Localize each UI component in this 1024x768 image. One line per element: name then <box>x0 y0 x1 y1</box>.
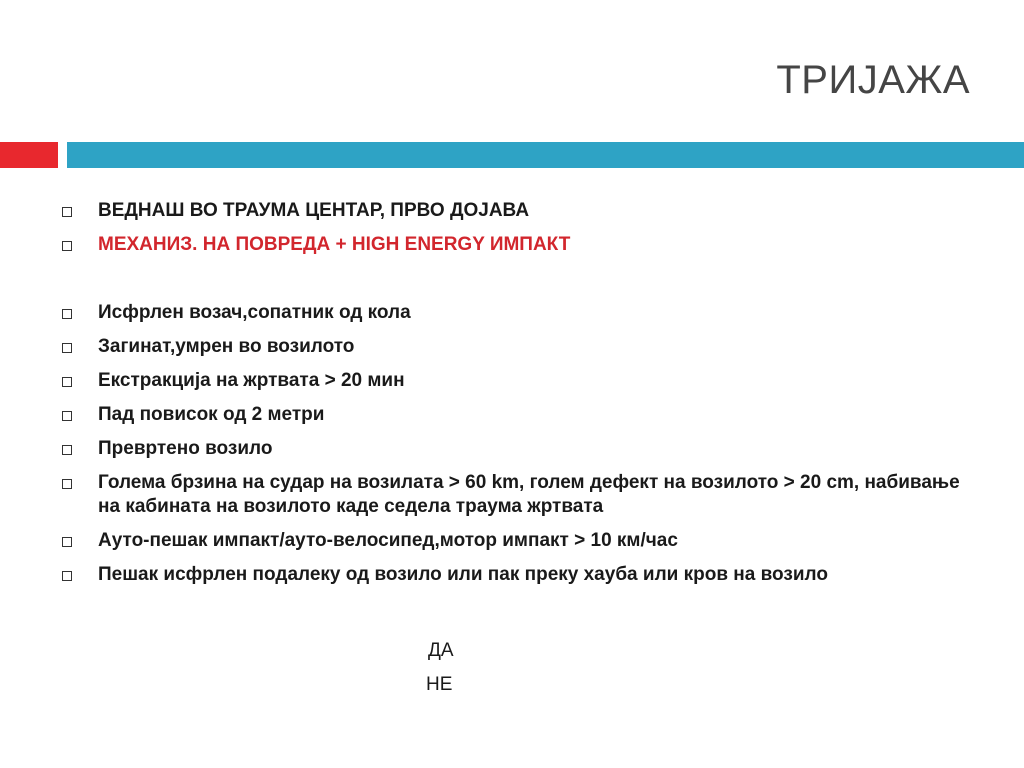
list-item-text: Пад повисок од 2 метри <box>98 404 325 425</box>
checkbox-square-icon <box>62 309 72 319</box>
list-item-text: ВЕДНАШ ВО ТРАУМА ЦЕНТАР, ПРВО ДОЈАВА <box>98 200 530 221</box>
list-item <box>62 563 982 587</box>
checkbox-square-icon <box>62 537 72 547</box>
checkbox-square-icon <box>62 411 72 421</box>
list-item-text: МЕХАНИЗ. НА ПОВРЕДА + HIGH ENERGY ИМПАКТ <box>98 234 571 255</box>
answer-no: НЕ <box>426 674 453 695</box>
checkbox-square-icon <box>62 343 72 353</box>
list-item-text: Голема брзина на судар на возилата > 60 km, голем дефект на возилото > 20 cm, набивање на кабината на возилото каде седела траума жртвата <box>98 472 960 517</box>
bullet-list <box>62 199 982 597</box>
list-item <box>62 199 982 223</box>
slide-title: ТРИЈАЖА <box>776 58 970 102</box>
checkbox-square-icon <box>62 571 72 581</box>
list-item <box>62 471 982 519</box>
list-item <box>62 437 982 461</box>
list-item <box>62 301 982 325</box>
list-item <box>62 529 982 553</box>
list-item <box>62 335 982 359</box>
list-item-text: Ауто-пешак импакт/ауто-велосипед,мотор импакт > 10 км/час <box>98 530 678 551</box>
answer-yes: ДА <box>428 640 454 661</box>
accent-bar-blue <box>67 142 1024 168</box>
list-item-text: Екстракција на жртвата > 20 мин <box>98 370 405 391</box>
accent-bar-red <box>0 142 58 168</box>
list-item <box>62 233 982 257</box>
list-item <box>62 403 982 427</box>
checkbox-square-icon <box>62 241 72 251</box>
checkbox-square-icon <box>62 479 72 489</box>
checkbox-square-icon <box>62 377 72 387</box>
list-item-text: Превртено возило <box>98 438 273 459</box>
checkbox-square-icon <box>62 207 72 217</box>
list-item-text: Загинат,умрен во возилото <box>98 336 355 357</box>
list-item-text: Пешак исфрлен подалеку од возило или пак преку хауба или кров на возило <box>98 564 828 585</box>
checkbox-square-icon <box>62 445 72 455</box>
list-item-text: Исфрлен возач,сопатник од кола <box>98 302 411 323</box>
list-item <box>62 369 982 393</box>
